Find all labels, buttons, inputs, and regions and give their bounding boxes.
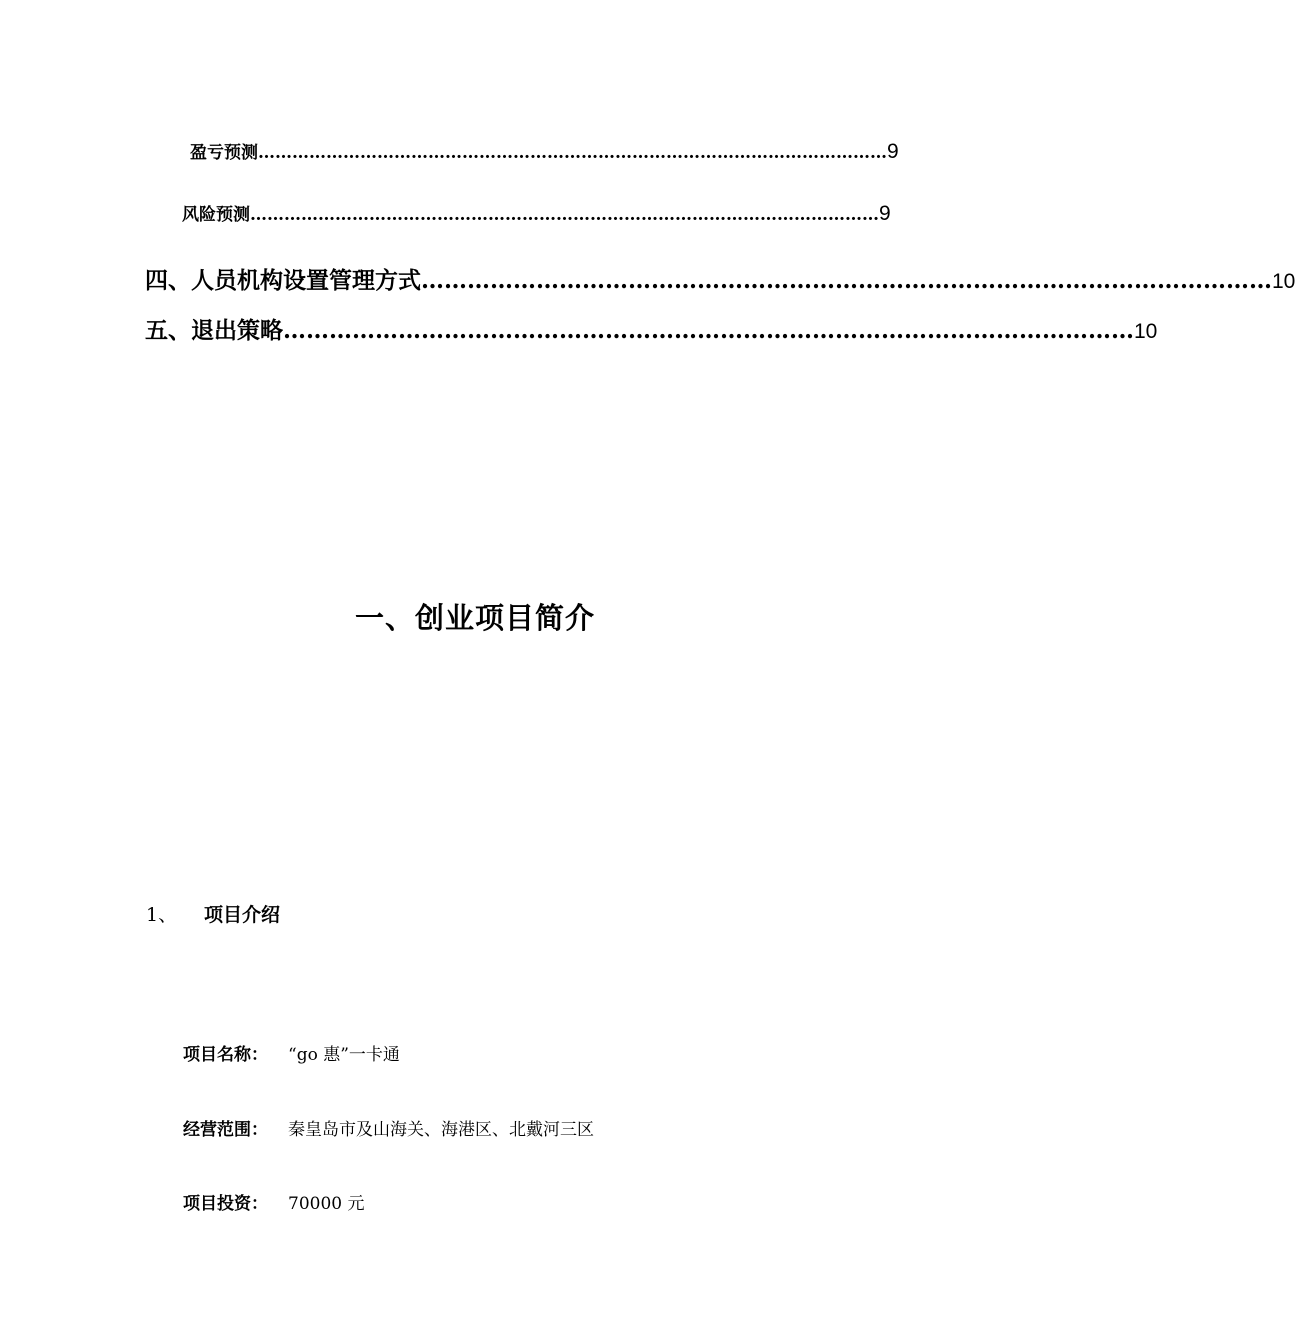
field-label: 项目名称：: [183, 1045, 268, 1065]
toc-leader-dots: …………………………………………………………………………………………………: [283, 317, 1134, 344]
field-value: 秦皇岛市及山海关、海港区、北戴河三区: [288, 1120, 594, 1140]
toc-leader-dots: …………………………………………………………………………………………………: [250, 205, 879, 225]
toc-item-page: 10: [1272, 270, 1295, 293]
subsection-title: 项目介绍: [204, 904, 281, 926]
field-label: 项目投资：: [183, 1194, 268, 1214]
toc-leader-dots: …………………………………………………………………………………………………: [421, 267, 1272, 294]
toc-item-organization[interactable]: [145, 262, 1295, 295]
toc-item-page: 9: [879, 202, 891, 225]
toc-item-risk-forecast[interactable]: [182, 200, 891, 226]
toc-item-label: 风险预测: [182, 205, 250, 225]
field-investment: [183, 1189, 364, 1214]
toc-item-profit-forecast[interactable]: [190, 138, 899, 164]
field-business-scope: [183, 1115, 594, 1140]
toc-item-label: 四、人员机构设置管理方式: [145, 267, 421, 294]
toc-item-page: 10: [1134, 320, 1158, 343]
field-project-name: [183, 1040, 400, 1065]
toc-item-page: 9: [887, 140, 899, 163]
subsection-number: 1、: [146, 904, 178, 926]
field-label: 经营范围：: [183, 1120, 268, 1140]
subsection-heading: [146, 900, 280, 927]
field-value: “go 惠”一卡通: [288, 1045, 400, 1065]
section-title: 一、创业项目简介: [354, 601, 595, 635]
toc-item-label: 五、退出策略: [145, 317, 283, 344]
field-value: 70000 元: [288, 1194, 365, 1214]
toc-leader-dots: …………………………………………………………………………………………………: [258, 143, 887, 163]
toc-item-label: 盈亏预测: [190, 143, 258, 163]
toc-item-exit-strategy[interactable]: [145, 312, 1158, 345]
